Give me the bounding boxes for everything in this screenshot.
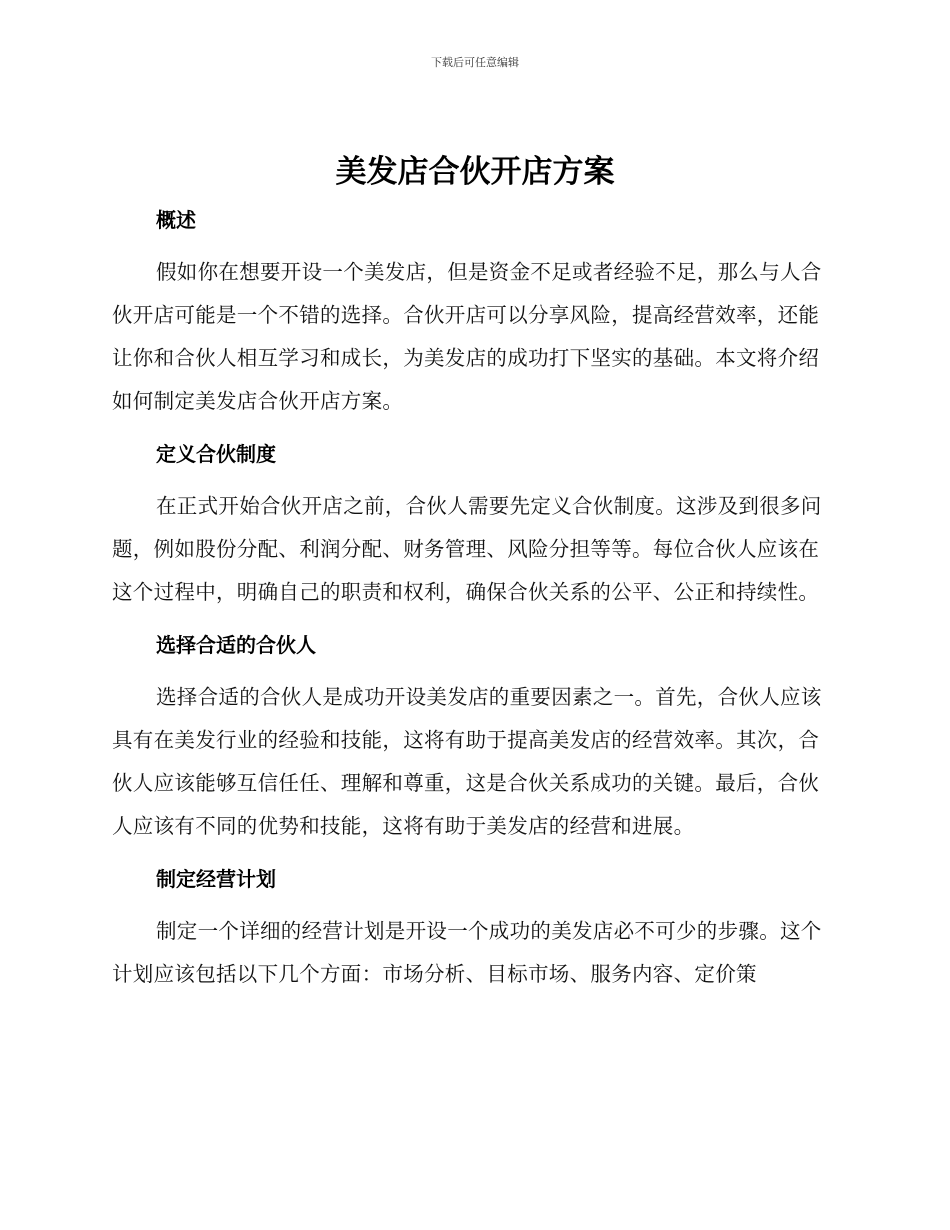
section-choose-partner bbox=[112, 624, 832, 848]
section-heading: 选择合适的合伙人 bbox=[156, 633, 316, 657]
section-partnership-system bbox=[112, 433, 832, 614]
section-paragraph: 假如你在想要开设一个美发店，但是资金不足或者经验不足，那么与人合伙开店可能是一个不错的选择。合伙开店可以分享风险，提高经营效率，还能让你和合伙人相互学习和成长，为美发店的成功打下坚实的基础。本文将介绍如何制定美发店合伙开店方案。 bbox=[112, 260, 822, 413]
section-business-plan bbox=[112, 858, 832, 996]
section-overview bbox=[112, 199, 832, 423]
section-paragraph: 选择合适的合伙人是成功开设美发店的重要因素之一。首先，合伙人应该具有在美发行业的经验和技能，这将有助于提高美发店的经营效率。其次，合伙人应该能够互信任任、理解和尊重，这是合伙关系成功的关键。最后，合伙人应该有不同的优势和技能，这将有助于美发店的经营和进展。 bbox=[112, 685, 822, 838]
section-heading: 制定经营计划 bbox=[156, 867, 276, 891]
section-heading: 定义合伙制度 bbox=[156, 442, 276, 466]
section-heading: 概述 bbox=[156, 208, 196, 232]
document-title: 美发店合伙开店方案 bbox=[335, 154, 615, 190]
section-paragraph: 在正式开始合伙开店之前，合伙人需要先定义合伙制度。这涉及到很多问题，例如股份分配、利润分配、财务管理、风险分担等等。每位合伙人应该在这个过程中，明确自己的职责和权利，确保合伙关系的公平、公正和持续性。 bbox=[112, 494, 822, 604]
header-note: 下载后可任意编辑 bbox=[431, 56, 519, 69]
document-body bbox=[112, 199, 832, 1006]
section-paragraph: 制定一个详细的经营计划是开设一个成功的美发店必不可少的步骤。这个计划应该包括以下几个方面：市场分析、目标市场、服务内容、定价策 bbox=[112, 919, 822, 986]
